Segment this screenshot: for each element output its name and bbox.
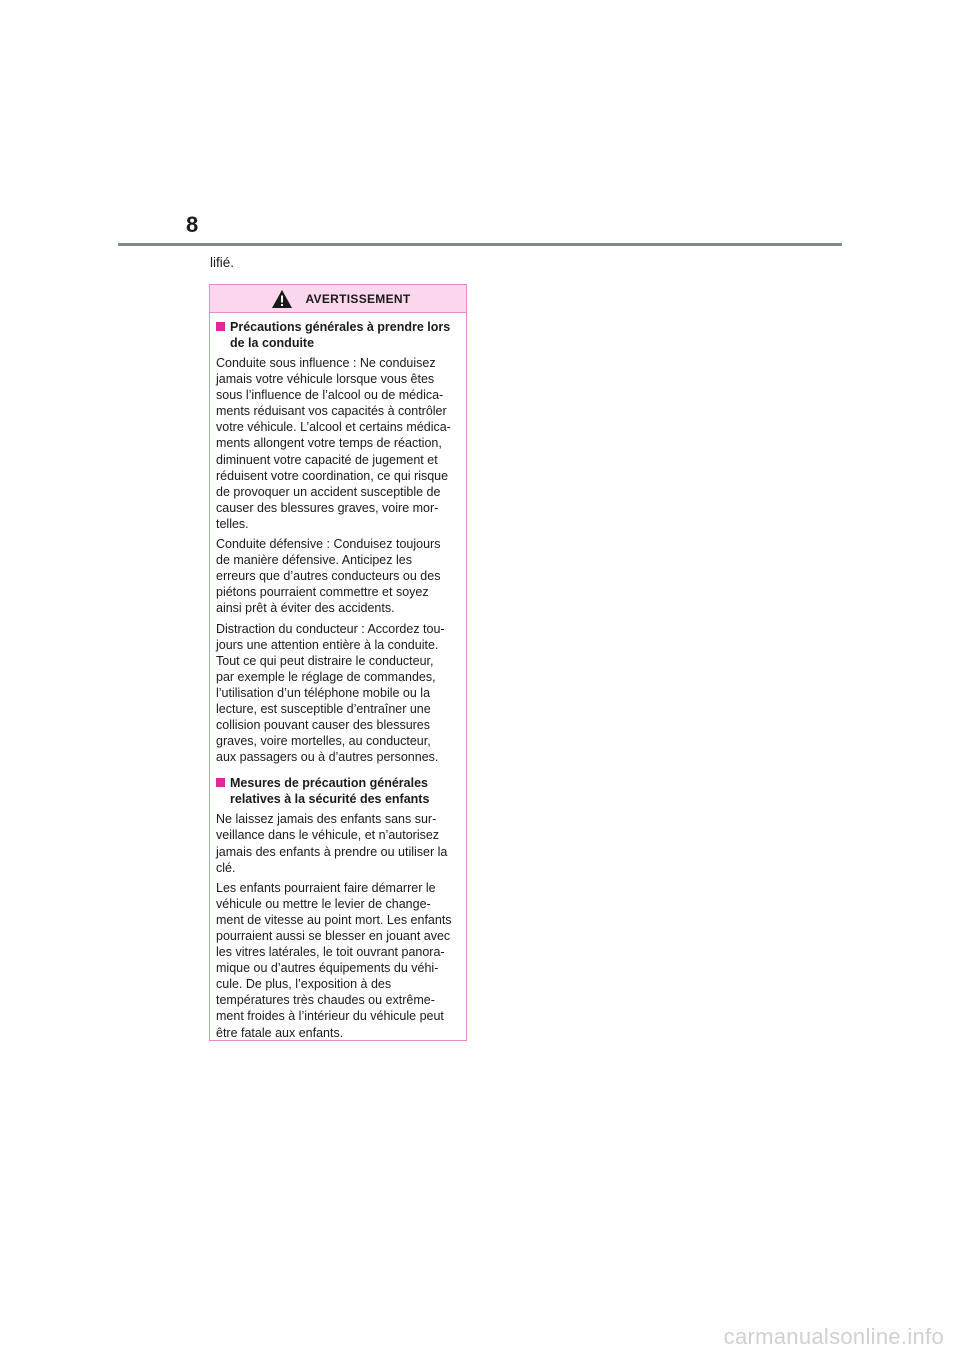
paragraph-line: ment de vitesse au point mort. Les enfants xyxy=(216,912,452,927)
paragraph-line: ments réduisant vos capacités à contrôler xyxy=(216,404,447,419)
warning-paragraph xyxy=(216,355,460,532)
warning-paragraph xyxy=(216,621,460,766)
paragraph-line: par exemple le réglage de commandes, xyxy=(216,669,436,684)
warning-title: AVERTISSEMENT xyxy=(305,291,411,306)
page-number: 8 xyxy=(186,212,199,237)
footer-brand[interactable]: carmanualsonline.info xyxy=(723,1324,944,1349)
square-bullet-icon xyxy=(216,778,225,787)
heading-line: de la conduite xyxy=(230,336,315,350)
paragraph-line: Distraction du conducteur : Accordez tou- xyxy=(216,621,445,636)
heading-line: Précautions générales à prendre lors xyxy=(230,320,451,334)
warning-section xyxy=(216,319,460,765)
warning-triangle-icon xyxy=(271,289,293,309)
warning-section xyxy=(216,775,460,1040)
header-rule xyxy=(118,243,842,246)
paragraph-line: piétons pourraient commettre et soyez xyxy=(216,585,429,600)
paragraph-line: cule. De plus, l’exposition à des xyxy=(216,977,392,992)
paragraph-line: aux passagers ou à d’autres personnes. xyxy=(216,750,439,765)
paragraph-line: réduisent votre coordination, ce qui risque xyxy=(216,468,449,483)
paragraph-line: pourraient aussi se blesser en jouant avec xyxy=(216,929,451,943)
paragraph-line: telles. xyxy=(216,516,249,531)
paragraph-line: Les enfants pourraient faire démarrer le xyxy=(216,880,436,895)
paragraph-line: clé. xyxy=(216,860,236,875)
paragraph-line: jamais des enfants à prendre ou utiliser la xyxy=(216,844,448,859)
paragraph-line: ments allongent votre temps de réaction, xyxy=(216,436,442,451)
paragraph-line: lecture, est susceptible d’entraîner une xyxy=(216,701,431,716)
paragraph-line: sous l’influence de l’alcool ou de médica- xyxy=(216,388,444,403)
paragraph-line: ainsi prêt à éviter des accidents. xyxy=(216,601,395,616)
continuation-text: lifié. xyxy=(210,255,235,270)
warning-body xyxy=(210,313,466,1041)
paragraph-line: diminuent votre capacité de jugement et xyxy=(216,452,438,467)
heading-line: relatives à la sécurité des enfants xyxy=(230,792,430,807)
paragraph-line: graves, voire mortelles, au conducteur, xyxy=(216,734,431,749)
paragraph-line: l’utilisation d’un téléphone mobile ou la xyxy=(216,685,431,700)
warning-paragraph xyxy=(216,880,460,1041)
paragraph-line: Tout ce qui peut distraire le conducteur, xyxy=(216,653,434,668)
paragraph-line: être fatale aux enfants. xyxy=(216,1025,344,1040)
paragraph-line: jours une attention entière à la conduite. xyxy=(216,637,439,652)
paragraph-line: les vitres latérales, le toit ouvrant panora- xyxy=(216,945,445,960)
warning-paragraph xyxy=(216,811,460,875)
paragraph-line: de provoquer un accident susceptible de xyxy=(216,484,441,499)
paragraph-line: véhicule ou mettre le levier de change- xyxy=(216,896,431,911)
warning-paragraph xyxy=(216,536,460,616)
paragraph-line: votre véhicule. L’alcool et certains médica- xyxy=(216,420,451,435)
paragraph-line: mique ou d’autres équipements du véhi- xyxy=(216,961,439,976)
section-heading xyxy=(216,319,460,351)
paragraph-line: erreurs que d’autres conducteurs ou des xyxy=(216,569,441,584)
warning-header xyxy=(210,285,466,313)
paragraph-line: de manière défensive. Anticipez les xyxy=(216,553,412,568)
paragraph-line: jamais votre véhicule lorsque vous êtes xyxy=(216,372,435,387)
warning-box xyxy=(209,284,467,1041)
paragraph-line: collision pouvant causer des blessures xyxy=(216,718,431,733)
paragraph-line: ment froides à l’intérieur du véhicule peut xyxy=(216,1009,444,1024)
paragraph-line: causer des blessures graves, voire mor- xyxy=(216,500,439,515)
paragraph-line: veillance dans le véhicule, et n’autorisez xyxy=(216,828,440,843)
square-bullet-icon xyxy=(216,322,225,331)
paragraph-line: Conduite sous influence : Ne conduisez xyxy=(216,356,436,370)
heading-line: Mesures de précaution générales xyxy=(230,776,428,791)
paragraph-line: Ne laissez jamais des enfants sans sur- xyxy=(216,812,437,827)
paragraph-line: températures très chaudes ou extrême- xyxy=(216,993,435,1008)
section-heading xyxy=(216,775,460,807)
paragraph-line: Conduite défensive : Conduisez toujours xyxy=(216,537,441,552)
